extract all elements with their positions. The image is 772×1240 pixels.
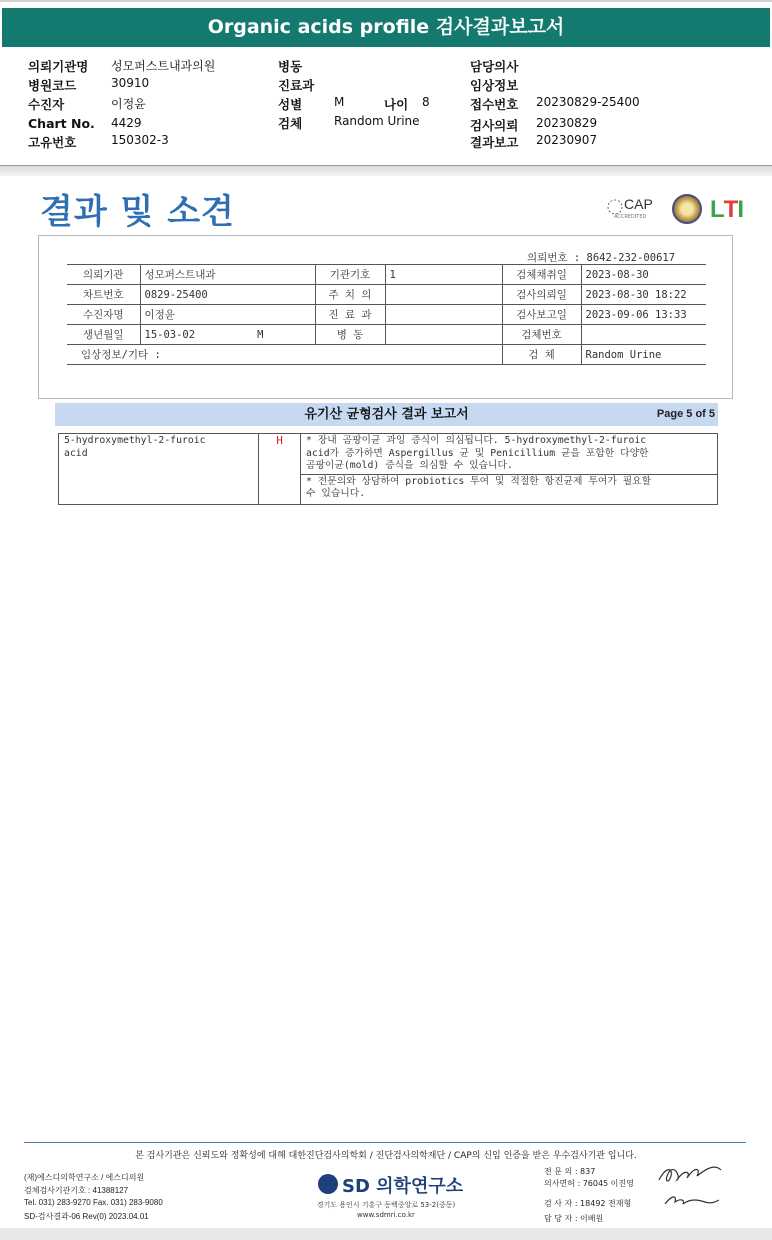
request-value: 20230829 [536,116,598,130]
cell-label: 검체채취일 [502,265,581,285]
receipt-label: 접수번호 [470,97,519,112]
cell-value: 2023-08-30 18:22 [581,285,706,305]
cell-value [581,325,706,345]
unique-no-value: 150302-3 [111,133,169,147]
patient-value: 이정윤 [111,97,146,111]
analyte-line: acid [64,447,88,459]
cell-label: 생년월일 [67,325,140,345]
report-band-title: 유기산 균형검사 결과 보고서 [304,407,469,422]
cell-value [385,305,502,325]
cell-value: 0829-25400 [140,285,315,305]
cap-sub: ACCREDITED [614,214,647,220]
footer-manager: 담 당 자 : 이배원 [544,1214,604,1223]
age-value: 8 [422,95,430,109]
patient-info-table [67,264,706,365]
high-flag: H [259,434,301,505]
cell-label: 수진자명 [67,305,140,325]
footer-divider [24,1142,746,1143]
sex-label: 성별 [278,97,303,112]
footer-org: (재)에스디의학연구소 / 에스디의원 [24,1173,145,1182]
section-title: 결과 및 소견 [40,192,235,232]
cell-value [140,325,315,345]
comment-cell [301,434,718,475]
header-info [0,50,772,165]
lti-l: L [710,196,724,223]
report-title: Organic acids profile 검사결과보고서 [2,8,770,47]
sd-brand-text: SD 의학연구소 [342,1176,464,1197]
cell-value: 1 [385,265,502,285]
clinical-label: 임상정보 [470,78,519,93]
analyte-name [59,434,259,505]
dept-label: 진료과 [278,78,315,93]
cell-label: 기관기호 [315,265,385,285]
separator-band [0,165,772,176]
cell-value [385,285,502,305]
institution-value: 성모퍼스트내과의원 [111,59,216,73]
cell-value [385,325,502,345]
hospital-code-label: 병원코드 [28,78,77,93]
unique-no-label: 고유번호 [28,135,77,150]
patient-label: 수진자 [28,97,65,112]
request-number: 의뢰번호 : 8642-232-00617 [527,252,676,264]
lti-i: I [737,196,744,223]
clinical-info: 임상정보/기타 : [67,345,502,365]
bottom-band [0,1228,772,1240]
lti-logo [710,196,743,224]
footer-doc-id: SD-검사결과-06 Rev(0) 2023.04.01 [24,1212,149,1221]
top-border [0,0,772,2]
cell-value: 성모퍼스트내과 [140,265,315,285]
institution-label: 의뢰기관명 [28,59,89,74]
footer-accreditation-note: 본 검사기관은 신뢰도와 정확성에 대해 대한진단검사의학회 / 진단검사의학재단 / CAP의 신임 인증을 받은 우수검사기관 입니다. [135,1151,637,1161]
table-row [67,265,706,285]
results-table [58,433,718,505]
cell-label: 진 료 과 [315,305,385,325]
comment-line: * 장내 곰팡이균 과잉 증식이 의심됩니다. 5-hydroxymethyl-2-furoic [306,435,647,446]
specimen-value: Random Urine [334,114,420,128]
table-row [67,285,706,305]
table-row [67,305,706,325]
report-date-value: 20230907 [536,133,598,147]
cell-label: 검사보고일 [502,305,581,325]
footer-website: www.sdmri.co.kr [357,1211,415,1219]
cell-value: 2023-09-06 13:33 [581,305,706,325]
cell-label: 검 체 [502,345,581,365]
signature-image [655,1158,727,1216]
comment-cell [301,474,718,504]
cap-logo [606,196,668,226]
chart-no-value: 4429 [111,116,142,130]
comment-line: 곰팡이균(mold) 증식을 의심할 수 있습니다. [306,460,513,471]
analyte-line: 5-hydroxymethyl-2-furoic [64,435,206,446]
cell-label: 의뢰기관 [67,265,140,285]
comment-line: 수 있습니다. [306,488,366,499]
cell-label: 주 치 의 [315,285,385,305]
footer-contact: Tel. 031) 283-9270 Fax. 031) 283-9080 [24,1198,163,1207]
cell-value: 2023-08-30 [581,265,706,285]
comment-line: * 전문의와 상담하여 probiotics 투여 및 적절한 항진균제 투여가 필요할 [306,475,652,487]
request-label: 검사의뢰 [470,118,519,133]
table-row [67,345,706,365]
accreditation-logos [606,192,746,232]
hospital-code-value: 30910 [111,76,150,90]
report-band [55,403,718,426]
specimen-label: 검체 [278,116,303,131]
footer-specialist: 전 문 의 : 837 [544,1167,596,1176]
sd-mark-icon [318,1174,338,1194]
cell-value: 이정윤 [140,305,315,325]
report-date-label: 결과보고 [470,135,519,150]
ward-label: 병동 [278,59,303,74]
comment-line: acid가 증가하면 Aspergillus 균 및 Penicillium 균을 포함한 다양한 [306,447,649,459]
age-label: 나이 [384,97,409,112]
seal-logo [672,194,702,224]
table-row [67,325,706,345]
cell-label: 병 동 [315,325,385,345]
cell-value: Random Urine [581,345,706,365]
sex: M [257,328,264,341]
table-row [59,434,718,475]
lti-t: T [723,196,738,223]
page-indicator: Page 5 of 5 [656,408,715,420]
footer-tester: 검 사 자 : 18492 전재형 [544,1199,632,1208]
sex-value: M [334,95,345,109]
cap-text: CAP [624,196,653,212]
footer-license: 의사면허 : 76045 이진영 [544,1179,634,1188]
cell-label: 차트번호 [67,285,140,305]
footer-code: 검체검사기관기호 : 41388127 [24,1186,129,1195]
footer-address: 경기도 용인시 기흥구 동백중앙로 53-2(중동) [316,1201,456,1209]
chart-no-label: Chart No. [28,116,95,131]
cell-label: 검사의뢰일 [502,285,581,305]
receipt-value: 20230829-25400 [536,95,640,109]
cell-label: 검체번호 [502,325,581,345]
birthdate: 15-03-02 [144,328,196,341]
doctor-label: 담당의사 [470,59,519,74]
